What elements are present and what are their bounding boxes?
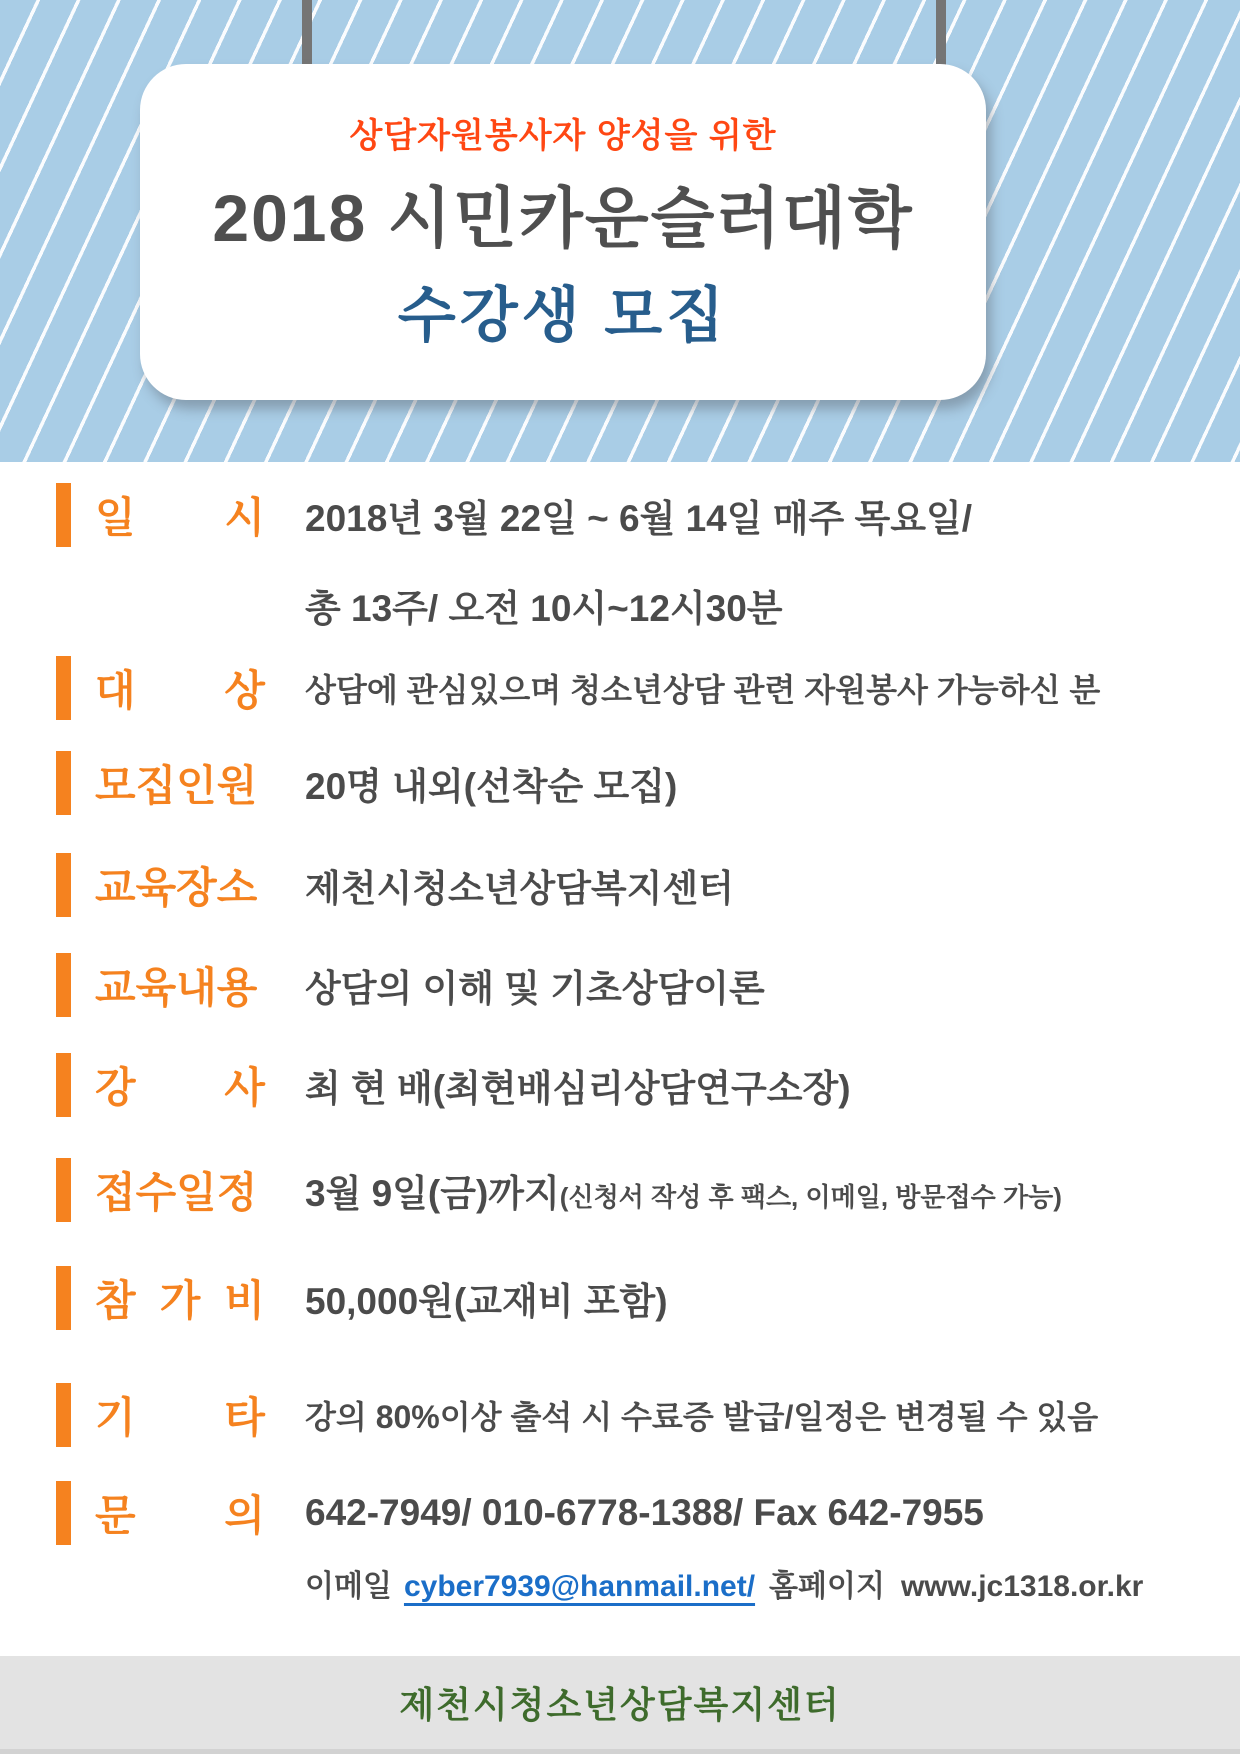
poster-subtitle: 상담자원봉사자 양성을 위한	[349, 117, 777, 155]
poster-title: 2018 시민카운슬러대학	[212, 181, 914, 255]
info-row-fee	[56, 1266, 668, 1330]
application-deadline: 3월 9일(금)까지	[305, 1173, 560, 1214]
footer-org-name: 제천시청소년상담복지센터	[399, 1684, 841, 1725]
info-value-curriculum: 상담의 이해 및 기초상담이론	[305, 968, 765, 1009]
info-value-etc: 강의 80%이상 출석 시 수료증 발급/일정은 변경될 수 있음	[305, 1399, 1099, 1435]
info-label-datetime: 일 시	[95, 494, 265, 541]
info-value-application	[305, 1163, 1062, 1217]
homepage-label: 홈페이지	[769, 1570, 885, 1603]
info-row-curriculum	[56, 953, 765, 1017]
email-link[interactable]: cyber7939@hanmail.net/	[403, 1570, 756, 1603]
info-row-etc	[56, 1383, 1098, 1447]
info-label-fee: 참 가 비	[95, 1277, 265, 1324]
orange-bar	[56, 751, 71, 815]
header-banner	[0, 0, 1240, 462]
orange-bar	[56, 1053, 71, 1117]
info-label-curriculum: 교육내용	[95, 964, 258, 1011]
info-label-venue: 교육장소	[95, 864, 258, 911]
homepage-url: www.jc1318.or.kr	[900, 1570, 1144, 1603]
poster-title-line2: 수강생 모집	[397, 282, 729, 349]
orange-bar	[56, 1266, 71, 1330]
info-label-target: 대 상	[95, 667, 265, 714]
info-row-datetime	[56, 483, 972, 547]
info-label-application: 접수일정	[95, 1169, 258, 1216]
info-label-instructor: 강 사	[95, 1064, 265, 1111]
email-label: 이메일	[305, 1570, 392, 1603]
info-value-datetime: 2018년 3월 22일 ~ 6월 14일 매주 목요일/	[305, 498, 973, 539]
application-note: (신청서 작성 후 팩스, 이메일, 방문접수 가능)	[559, 1182, 1062, 1212]
orange-bar	[56, 953, 71, 1017]
contact-line2	[305, 1561, 1143, 1605]
info-row-capacity	[56, 751, 677, 815]
info-row-target	[56, 656, 1100, 720]
orange-bar	[56, 1383, 71, 1447]
orange-bar	[56, 483, 71, 547]
orange-bar	[56, 1481, 71, 1545]
orange-bar	[56, 656, 71, 720]
info-label-etc: 기 타	[95, 1394, 265, 1441]
info-label-contact: 문 의	[95, 1492, 265, 1539]
info-value-datetime-line2: 총 13주/ 오전 10시~12시30분	[305, 588, 783, 629]
footer-bar	[0, 1656, 1240, 1754]
info-row-application	[56, 1158, 1062, 1222]
info-value-instructor: 최 현 배(최현배심리상담연구소장)	[305, 1068, 851, 1109]
info-value-fee: 50,000원(교재비 포함)	[305, 1281, 668, 1322]
orange-bar	[56, 1158, 71, 1222]
info-value-target: 상담에 관심있으며 청소년상담 관련 자원봉사 가능하신 분	[305, 672, 1101, 708]
info-row-venue	[56, 853, 734, 917]
info-row-contact	[56, 1481, 984, 1545]
info-row-instructor	[56, 1053, 851, 1117]
info-label-capacity: 모집인원	[95, 762, 258, 809]
info-value-contact-phones: 642-7949/ 010-6778-1388/ Fax 642-7955	[305, 1492, 984, 1533]
info-value-venue: 제천시청소년상담복지센터	[305, 868, 734, 909]
orange-bar	[56, 853, 71, 917]
info-value-capacity: 20명 내외(선착순 모집)	[305, 766, 678, 807]
title-card	[140, 64, 986, 400]
